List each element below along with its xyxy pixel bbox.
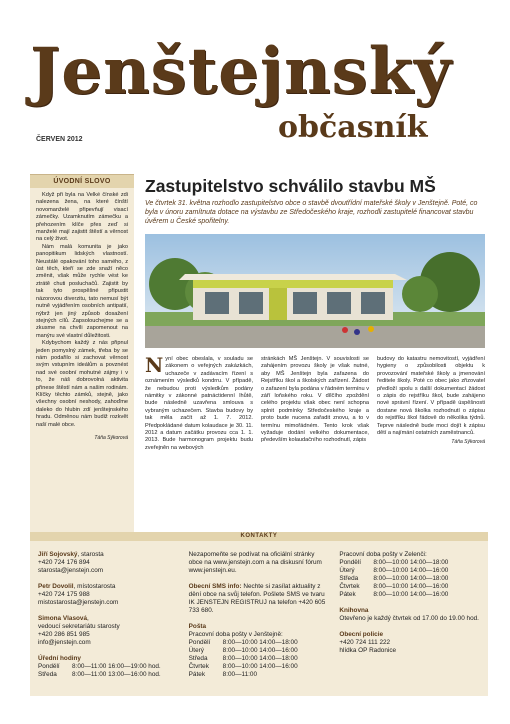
post-subtitle: Pracovní doba pošty v Jenštejně:	[188, 631, 283, 638]
hours-time: 8:00—10:00 14:00—18:00	[373, 575, 449, 582]
contact-email[interactable]: mistostarosta@jenstejn.com	[38, 599, 119, 606]
hours-time: 8:00—10:00 14:00—18:00	[373, 559, 449, 566]
contact-position: vedoucí sekretariátu starosty	[38, 623, 120, 630]
contact-phone: +420 286 851 985	[38, 631, 90, 638]
office-hours-title: Úřední hodiny	[38, 655, 81, 662]
contacts-column-info	[189, 551, 330, 686]
police-patrol: hlídka OP Radonice	[339, 647, 397, 654]
editorial-paragraph: Kdybychom každý z nás připnul jeden pomyslný zámek, třeba by se nám podařilo si zachovat věrnost svým vstupním ideálům a povznést nad své osobní mohutné zájmy i v to, že náš dobrovolná aktivita přinese štěstí nám a našim rodinám. Klíčky těchto zámků, stejně, jako všechny osobní neshody, zahoďme daleko do hlubin zdí jenštejnského hradu. Odměnou nám budiž rozkvět naší malé obce.	[36, 340, 128, 428]
police-phone: +420 724 111 222	[339, 639, 391, 646]
contact-deputy	[38, 583, 179, 607]
editorial-body	[30, 188, 134, 433]
website-note: Nezapomeňte se podívat na oficiální stránky obce na www.jenstejn.com a na diskusní fórum www.jenstejn.eu.	[188, 551, 322, 574]
hours-time: 8:00—11:00 16:00—19:00 hod.	[72, 663, 161, 670]
hours-day: Čtvrtek	[188, 663, 209, 670]
hours-time: 8:00—10:00 14:00—16:00	[373, 583, 449, 590]
newsletter-title: Jenštejnský	[30, 34, 453, 109]
library-hours: Otevřeno je každý čtvrtek od 17.00 do 19.00 hod.	[339, 615, 479, 622]
contacts-column-officials	[38, 551, 179, 686]
post-title: Pošta	[188, 623, 207, 630]
hours-time: 8:00—11:00 13:00—16:00 hod.	[72, 671, 161, 678]
hours-day: Středa	[339, 575, 359, 582]
contact-email[interactable]: info@jenstejn.com	[38, 639, 91, 646]
library-title: Knihovna	[339, 607, 369, 614]
hours-time: 8:00—10:00 14:00—18:00	[222, 639, 298, 646]
editorial-signature: Táňa Sýkorová	[94, 435, 128, 441]
contact-role: , místostarosta	[73, 583, 116, 590]
article-text: stránkách MŠ Jenštejn. V souvislosti se zahájením provozu školy je však nutné, aby MŠ Jenštejn byla zařazena do Rejstříku škol a školských zařízení. Žádost o zařazení byla podána v řádném termínu v září loňského roku. V dílčího zpoždění celého projektu však obec není schopna splnit podmínky Středočeského kraje a proto bude nucena zařadit znovu, a to v termínu mimořádném. Tento krok však vyžaduje dodání velkého dokumentace, především kolaudačního rozhodnutí, zápis	[261, 356, 369, 444]
newsletter-subtitle: občasník	[278, 110, 428, 145]
post-subtitle: Pracovní doba pošty v Zelenči:	[339, 551, 427, 558]
article-column	[145, 353, 253, 452]
issue-date: ČERVEN 2012	[36, 136, 83, 143]
hours-day: Středa	[188, 655, 208, 662]
editorial-column	[30, 174, 134, 542]
hours-time: 8:00—10:00 14:00—16:00	[222, 647, 298, 654]
article-column	[261, 356, 369, 452]
hours-day: Úterý	[188, 647, 204, 654]
editorial-paragraph: Nám malá komunita je jako panopitikum lidských vlastností. Neustálé opakování toho samého, z úst těch, kteří se zde snaží něco změnit, však může rychle vést ke ztrátě chuti posluchačů. Zajistit by tak tyto prospěšné připustit názorovou diverzitu, tato nemusí být nutně vyjádřením osobních antipatií, nýbrž jen jiný způsob dosažení stejných cílů. Zapsolouchejme se a zkusme na chvíli zapomenout na manýru své vlastní důležitosti.	[36, 243, 128, 339]
police-title: Obecní policie	[339, 631, 384, 638]
hours-time: 8:00—10:00 14:00—16:00	[373, 591, 449, 598]
article-text: yní obec obeslala, v souladu se zákonem o veřejných zakázkách, uchazeče v zadávacím řízení s oznámením výsledků kondrru. V případě, že nebudou proti výsledkům podány námitky v zákonné patnáctidenní lhůtě, bude následně uzavřena smlouva s vybraným uchazečem. Stavba budovy by tak měla začít až 1. 7. 2012. Předpokládané datum kolaudace je 30. 11. 2012 a datum začátku provozu cca 1. 1. 2013. Bude harmonogram projektu budu zveřejněn na webových	[145, 356, 253, 451]
article-headline: Zastupitelstvo schválilo stavbu MŠ	[145, 176, 436, 196]
hours-time: 8:00—10:00 14:00—18:00	[222, 655, 298, 662]
contacts-section	[30, 541, 488, 696]
kindergarten-rendering-image	[145, 234, 485, 348]
hours-time: 8:00—10:00 14:00—16:00	[373, 567, 449, 574]
contact-role: , starosta	[77, 551, 104, 558]
hours-day: Středa	[38, 671, 57, 678]
editorial-heading: ÚVODNÍ SLOVO	[30, 175, 134, 188]
hours-day: Čtvrtek	[339, 583, 360, 590]
contact-phone: +420 724 175 988	[38, 591, 90, 598]
contact-role: ,	[87, 615, 89, 622]
article-text: budovy do katastru nemovitostí, vyjádření hygieny o způsobilosti objektu k provozování mateřské školy a jmenování ředitele školy. Poté co obec jako zřizovatel předloží spolu s další dokumentací žádost o zápis do rejstříku škol, bude zahájeno nové správní řízení. V případě úspěšnosti dostane nová školka rozhodnutí o zápisu do rejstříku škol řádově do několika týdnů. Teprve následně bude moci dojít k zápisu dětí a najímání ostatních zaměstnanců.	[377, 356, 485, 437]
contact-name: Petr Dovolil	[38, 583, 74, 590]
office-hours	[38, 655, 179, 679]
article-lede: Ve čtvrtek 31. května rozhodlo zastupitelstvo obce o stavbě dvoutřídní mateřské školy v Jenštejně. Poté, co byla v únoru zamítnuta dotace na výstavbu ze Středočeského kraje, rozhodli zastupitelé financovat stavbu úvěrem u České spořitelny.	[145, 200, 478, 225]
contacts-column-services	[339, 551, 480, 686]
hours-day: Úterý	[339, 567, 355, 574]
library	[339, 607, 480, 623]
hours-time: 8:00—10:00 14:00—16:00	[222, 663, 298, 670]
contact-name: Jiří Sojovský	[38, 551, 78, 558]
hours-day: Pondělí	[38, 663, 60, 670]
contact-secretary	[38, 615, 179, 647]
sms-text: Nechte si zasílat aktuality z dění obce na svůj telefon. Pošlete SMS ve tvaru IK JENSTEJN REGISTRUJ na telefon +420 605 733 680.	[188, 583, 326, 614]
hours-day: Pátek	[188, 671, 206, 678]
hours-day: Pondělí	[188, 639, 211, 646]
hours-day: Pátek	[339, 591, 356, 598]
contact-email[interactable]: starosta@jenstejn.com	[38, 567, 104, 574]
article-signature: Táňa Sýkorová	[451, 439, 485, 446]
post-office-zelenec	[339, 551, 480, 599]
municipal-police	[339, 631, 480, 655]
contact-phone: +420 724 176 894	[38, 559, 90, 566]
article-dropcap: N	[145, 353, 164, 377]
sms-info	[189, 583, 330, 615]
contact-name: Simona Vlasová	[38, 615, 88, 622]
hours-day: Pondělí	[339, 559, 362, 566]
hours-time: 8:00—11:00	[222, 671, 258, 678]
editorial-paragraph: Když při byla na Velké čínské zdi nalezena žena, na které čínští novomanželé připevňují visací zámečky. Uzamknutím zámečku a přehozením klíče přes zeď si manželé mají zajistit štěstí a věrnost na celý život.	[36, 192, 128, 243]
contacts-heading: KONTAKTY	[30, 532, 488, 541]
masthead	[0, 0, 510, 170]
post-office	[189, 623, 330, 679]
article-column	[377, 356, 485, 452]
sms-title: Obecní SMS info:	[188, 583, 242, 590]
article-body	[145, 353, 485, 452]
contact-mayor	[38, 551, 179, 575]
